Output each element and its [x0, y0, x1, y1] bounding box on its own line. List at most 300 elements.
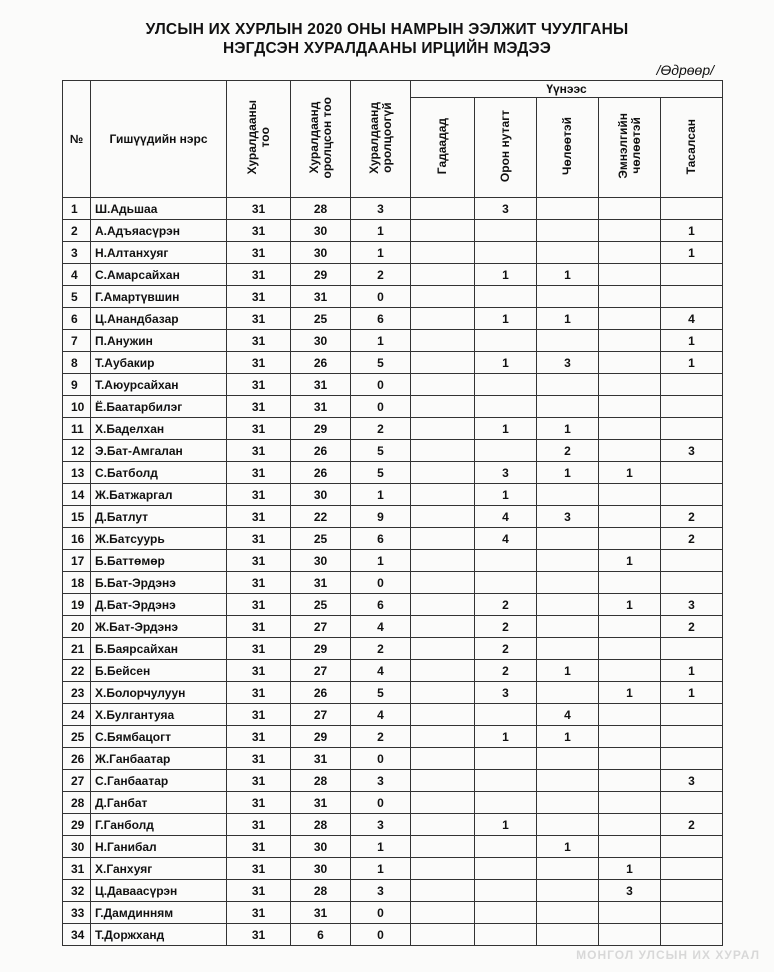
table-row [63, 880, 723, 902]
sessions-count: 31 [227, 572, 291, 594]
member-name: Ц.Даваасүрэн [91, 880, 227, 902]
row-number: 31 [63, 858, 91, 880]
sessions-count: 31 [227, 770, 291, 792]
leave-count [537, 330, 599, 352]
row-number: 16 [63, 528, 91, 550]
member-name: Ж.Бат-Эрдэнэ [91, 616, 227, 638]
local-count: 1 [475, 726, 537, 748]
header-local: Орон нутагт [475, 98, 537, 198]
row-number: 27 [63, 770, 91, 792]
absent-count: 3 [351, 198, 411, 220]
attended-count: 28 [291, 880, 351, 902]
leave-count [537, 616, 599, 638]
member-name: Х.Болорчулуун [91, 682, 227, 704]
sick-leave-count [599, 814, 661, 836]
header-name: Гишүүдийн нэрс [91, 81, 227, 198]
attended-count: 28 [291, 770, 351, 792]
document-title [0, 20, 774, 58]
row-number: 12 [63, 440, 91, 462]
row-number: 17 [63, 550, 91, 572]
member-name: Х.Ганхуяг [91, 858, 227, 880]
attended-count: 26 [291, 352, 351, 374]
member-name: Ц.Анандбазар [91, 308, 227, 330]
local-count: 3 [475, 198, 537, 220]
table-row [63, 704, 723, 726]
header-attended: Хуралдаанд оролцсон тоо [291, 81, 351, 198]
attended-count: 29 [291, 264, 351, 286]
member-name: Г.Ганболд [91, 814, 227, 836]
sessions-count: 31 [227, 814, 291, 836]
member-name: С.Амарсайхан [91, 264, 227, 286]
unexcused-count: 3 [661, 440, 723, 462]
local-count: 1 [475, 484, 537, 506]
abroad-count [411, 858, 475, 880]
sick-leave-count [599, 308, 661, 330]
unexcused-count: 4 [661, 308, 723, 330]
sessions-count: 31 [227, 528, 291, 550]
unexcused-count [661, 484, 723, 506]
leave-count: 3 [537, 506, 599, 528]
row-number: 5 [63, 286, 91, 308]
absent-count: 0 [351, 396, 411, 418]
table-row [63, 528, 723, 550]
sick-leave-count [599, 264, 661, 286]
attended-count: 25 [291, 528, 351, 550]
absent-count: 0 [351, 374, 411, 396]
member-name: С.Ганбаатар [91, 770, 227, 792]
absent-count: 2 [351, 726, 411, 748]
leave-count [537, 484, 599, 506]
sessions-count: 31 [227, 220, 291, 242]
table-row [63, 748, 723, 770]
leave-count: 4 [537, 704, 599, 726]
member-name: Н.Алтанхуяг [91, 242, 227, 264]
table-row [63, 440, 723, 462]
table-row [63, 418, 723, 440]
row-number: 8 [63, 352, 91, 374]
leave-count [537, 880, 599, 902]
table-row [63, 572, 723, 594]
sessions-count: 31 [227, 704, 291, 726]
sessions-count: 31 [227, 594, 291, 616]
absent-count: 2 [351, 638, 411, 660]
unexcused-count: 1 [661, 220, 723, 242]
sick-leave-count [599, 660, 661, 682]
sessions-count: 31 [227, 418, 291, 440]
abroad-count [411, 660, 475, 682]
unexcused-count [661, 924, 723, 946]
leave-count [537, 198, 599, 220]
unexcused-count [661, 462, 723, 484]
sick-leave-count [599, 484, 661, 506]
attended-count: 29 [291, 418, 351, 440]
absent-count: 0 [351, 924, 411, 946]
local-count: 1 [475, 308, 537, 330]
row-number: 23 [63, 682, 91, 704]
leave-count [537, 792, 599, 814]
absent-count: 2 [351, 264, 411, 286]
sessions-count: 31 [227, 836, 291, 858]
unexcused-count [661, 726, 723, 748]
table-row [63, 616, 723, 638]
absent-count: 3 [351, 880, 411, 902]
abroad-count [411, 528, 475, 550]
absent-count: 5 [351, 352, 411, 374]
header-unexcused: Тасалсан [661, 98, 723, 198]
attended-count: 31 [291, 572, 351, 594]
attended-count: 26 [291, 682, 351, 704]
abroad-count [411, 924, 475, 946]
sessions-count: 31 [227, 352, 291, 374]
unexcused-count: 1 [661, 352, 723, 374]
row-number: 7 [63, 330, 91, 352]
abroad-count [411, 506, 475, 528]
header-of-which: Үүнээс [411, 81, 723, 98]
table-row [63, 462, 723, 484]
local-count: 2 [475, 594, 537, 616]
absent-count: 1 [351, 220, 411, 242]
member-name: Б.Баярсайхан [91, 638, 227, 660]
abroad-count [411, 792, 475, 814]
sick-leave-count: 1 [599, 462, 661, 484]
sick-leave-count [599, 286, 661, 308]
unexcused-count [661, 286, 723, 308]
abroad-count [411, 814, 475, 836]
unexcused-count [661, 572, 723, 594]
table-row [63, 352, 723, 374]
member-name: Х.Баделхан [91, 418, 227, 440]
attended-count: 26 [291, 462, 351, 484]
leave-count: 1 [537, 264, 599, 286]
header-abroad: Гадаадад [411, 98, 475, 198]
unexcused-count [661, 638, 723, 660]
sick-leave-count [599, 902, 661, 924]
header-number: № [63, 81, 91, 198]
absent-count: 1 [351, 550, 411, 572]
member-name: Ж.Батсуурь [91, 528, 227, 550]
member-name: Т.Аюурсайхан [91, 374, 227, 396]
leave-count [537, 814, 599, 836]
table-row [63, 198, 723, 220]
leave-count [537, 286, 599, 308]
absent-count: 1 [351, 242, 411, 264]
sessions-count: 31 [227, 462, 291, 484]
absent-count: 4 [351, 660, 411, 682]
table-row [63, 682, 723, 704]
local-count [475, 770, 537, 792]
abroad-count [411, 374, 475, 396]
unexcused-count [661, 748, 723, 770]
sick-leave-count [599, 924, 661, 946]
sessions-count: 31 [227, 748, 291, 770]
local-count [475, 330, 537, 352]
row-number: 18 [63, 572, 91, 594]
sick-leave-count [599, 770, 661, 792]
sessions-count: 31 [227, 726, 291, 748]
attended-count: 22 [291, 506, 351, 528]
abroad-count [411, 220, 475, 242]
local-count [475, 836, 537, 858]
abroad-count [411, 572, 475, 594]
sessions-count: 31 [227, 330, 291, 352]
abroad-count [411, 462, 475, 484]
abroad-count [411, 902, 475, 924]
sick-leave-count [599, 836, 661, 858]
leave-count [537, 374, 599, 396]
table-row [63, 902, 723, 924]
member-name: Б.Бейсен [91, 660, 227, 682]
leave-count: 1 [537, 308, 599, 330]
leave-count [537, 770, 599, 792]
table-row [63, 330, 723, 352]
attended-count: 31 [291, 902, 351, 924]
absent-count: 5 [351, 682, 411, 704]
absent-count: 1 [351, 484, 411, 506]
row-number: 25 [63, 726, 91, 748]
member-name: Г.Дамдинням [91, 902, 227, 924]
absent-count: 6 [351, 308, 411, 330]
attended-count: 30 [291, 836, 351, 858]
attended-count: 31 [291, 374, 351, 396]
abroad-count [411, 484, 475, 506]
table-row [63, 396, 723, 418]
sick-leave-count [599, 330, 661, 352]
table-row [63, 814, 723, 836]
local-count: 2 [475, 660, 537, 682]
local-count: 4 [475, 528, 537, 550]
leave-count: 1 [537, 462, 599, 484]
row-number: 13 [63, 462, 91, 484]
table-row [63, 484, 723, 506]
attended-count: 28 [291, 814, 351, 836]
sessions-count: 31 [227, 198, 291, 220]
member-name: С.Батболд [91, 462, 227, 484]
table-row [63, 506, 723, 528]
absent-count: 2 [351, 418, 411, 440]
row-number: 3 [63, 242, 91, 264]
table-row [63, 374, 723, 396]
local-count: 1 [475, 264, 537, 286]
abroad-count [411, 550, 475, 572]
member-name: Д.Ганбат [91, 792, 227, 814]
leave-count: 3 [537, 352, 599, 374]
sick-leave-count: 1 [599, 858, 661, 880]
sick-leave-count [599, 418, 661, 440]
sick-leave-count: 1 [599, 550, 661, 572]
member-name: Б.Бат-Эрдэнэ [91, 572, 227, 594]
local-count: 2 [475, 616, 537, 638]
table-row [63, 308, 723, 330]
absent-count: 3 [351, 770, 411, 792]
abroad-count [411, 440, 475, 462]
title-line-2: НЭГДСЭН ХУРАЛДААНЫ ИРЦИЙН МЭДЭЭ [223, 40, 551, 57]
absent-count: 3 [351, 814, 411, 836]
attended-count: 31 [291, 286, 351, 308]
member-name: С.Бямбацогт [91, 726, 227, 748]
member-name: Т.Доржханд [91, 924, 227, 946]
sick-leave-count [599, 572, 661, 594]
absent-count: 5 [351, 462, 411, 484]
unexcused-count: 1 [661, 330, 723, 352]
unexcused-count: 1 [661, 242, 723, 264]
unexcused-count: 1 [661, 682, 723, 704]
abroad-count [411, 594, 475, 616]
sick-leave-count [599, 198, 661, 220]
local-count: 3 [475, 462, 537, 484]
header-absent: Хуралдаанд оролцоогүй [351, 81, 411, 198]
sessions-count: 31 [227, 880, 291, 902]
row-number: 34 [63, 924, 91, 946]
unexcused-count [661, 902, 723, 924]
unexcused-count [661, 836, 723, 858]
table-row [63, 264, 723, 286]
unexcused-count: 2 [661, 616, 723, 638]
local-count [475, 858, 537, 880]
sessions-count: 31 [227, 902, 291, 924]
member-name: А.Адъяасүрэн [91, 220, 227, 242]
sick-leave-count [599, 792, 661, 814]
abroad-count [411, 682, 475, 704]
leave-count: 1 [537, 726, 599, 748]
table-row [63, 550, 723, 572]
local-count [475, 374, 537, 396]
watermark: МОНГОЛ УЛСЫН ИХ ХУРАЛ [576, 948, 760, 962]
leave-count [537, 858, 599, 880]
row-number: 11 [63, 418, 91, 440]
member-name: Э.Бат-Амгалан [91, 440, 227, 462]
sick-leave-count [599, 242, 661, 264]
attended-count: 30 [291, 858, 351, 880]
leave-count [537, 572, 599, 594]
row-number: 28 [63, 792, 91, 814]
unexcused-count: 3 [661, 594, 723, 616]
attended-count: 25 [291, 594, 351, 616]
sick-leave-count [599, 528, 661, 550]
unexcused-count [661, 418, 723, 440]
leave-count [537, 242, 599, 264]
abroad-count [411, 396, 475, 418]
member-name: Ж.Батжаргал [91, 484, 227, 506]
row-number: 29 [63, 814, 91, 836]
attended-count: 27 [291, 616, 351, 638]
absent-count: 6 [351, 528, 411, 550]
unexcused-count [661, 198, 723, 220]
table-row [63, 726, 723, 748]
row-number: 30 [63, 836, 91, 858]
leave-count [537, 682, 599, 704]
leave-count: 1 [537, 836, 599, 858]
member-name: Д.Бат-Эрдэнэ [91, 594, 227, 616]
abroad-count [411, 242, 475, 264]
unexcused-count: 2 [661, 506, 723, 528]
table-row [63, 220, 723, 242]
local-count: 4 [475, 506, 537, 528]
member-name: Ж.Ганбаатар [91, 748, 227, 770]
header-sessions: Хуралдааны тоо [227, 81, 291, 198]
absent-count: 1 [351, 836, 411, 858]
local-count [475, 550, 537, 572]
absent-count: 4 [351, 616, 411, 638]
attended-count: 28 [291, 198, 351, 220]
abroad-count [411, 638, 475, 660]
row-number: 15 [63, 506, 91, 528]
row-number: 22 [63, 660, 91, 682]
table-body [63, 198, 723, 946]
absent-count: 0 [351, 572, 411, 594]
row-number: 21 [63, 638, 91, 660]
table-row [63, 286, 723, 308]
sick-leave-count: 1 [599, 594, 661, 616]
row-number: 9 [63, 374, 91, 396]
sick-leave-count [599, 638, 661, 660]
leave-count [537, 902, 599, 924]
local-count [475, 902, 537, 924]
unexcused-count [661, 792, 723, 814]
sessions-count: 31 [227, 682, 291, 704]
abroad-count [411, 198, 475, 220]
sessions-count: 31 [227, 660, 291, 682]
table-row [63, 660, 723, 682]
sick-leave-count [599, 396, 661, 418]
local-count [475, 286, 537, 308]
table-row [63, 594, 723, 616]
sick-leave-count [599, 748, 661, 770]
sessions-count: 31 [227, 242, 291, 264]
leave-count: 1 [537, 418, 599, 440]
local-count: 2 [475, 638, 537, 660]
absent-count: 0 [351, 748, 411, 770]
sessions-count: 31 [227, 286, 291, 308]
member-name: Х.Булгантуяа [91, 704, 227, 726]
local-count [475, 704, 537, 726]
member-name: Т.Аубакир [91, 352, 227, 374]
leave-count: 1 [537, 660, 599, 682]
abroad-count [411, 880, 475, 902]
sick-leave-count [599, 440, 661, 462]
absent-count: 0 [351, 286, 411, 308]
unexcused-count [661, 704, 723, 726]
member-name: Б.Баттөмөр [91, 550, 227, 572]
attended-count: 29 [291, 638, 351, 660]
row-number: 32 [63, 880, 91, 902]
local-count [475, 396, 537, 418]
abroad-count [411, 308, 475, 330]
member-name: Ё.Баатарбилэг [91, 396, 227, 418]
sessions-count: 31 [227, 308, 291, 330]
absent-count: 5 [351, 440, 411, 462]
header-sick-leave: Эмнэлгийн чөлөөтэй [599, 98, 661, 198]
leave-count [537, 396, 599, 418]
row-number: 1 [63, 198, 91, 220]
table-row [63, 770, 723, 792]
absent-count: 1 [351, 330, 411, 352]
member-name: Н.Ганибал [91, 836, 227, 858]
local-count: 1 [475, 814, 537, 836]
title-line-1: УЛСЫН ИХ ХУРЛЫН 2020 ОНЫ НАМРЫН ЭЭЛЖИТ ЧУУЛГАНЫ [145, 21, 629, 38]
abroad-count [411, 616, 475, 638]
absent-count: 1 [351, 858, 411, 880]
attendance-table [62, 80, 723, 946]
attended-count: 27 [291, 704, 351, 726]
unexcused-count: 1 [661, 660, 723, 682]
unexcused-count: 2 [661, 528, 723, 550]
sessions-count: 31 [227, 484, 291, 506]
leave-count [537, 924, 599, 946]
leave-count [537, 638, 599, 660]
table-row [63, 836, 723, 858]
abroad-count [411, 770, 475, 792]
local-count [475, 748, 537, 770]
